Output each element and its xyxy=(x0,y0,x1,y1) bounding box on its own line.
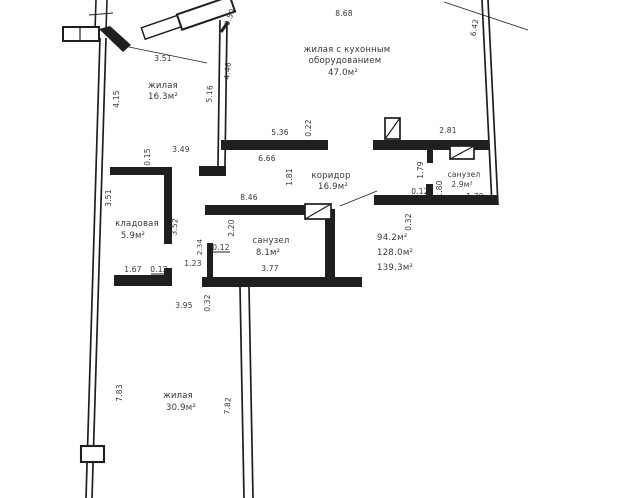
dimension-label: 0.32 xyxy=(203,294,212,312)
room-label-living1: жилая xyxy=(148,81,178,91)
top-left-stub-outer-line xyxy=(95,0,96,30)
corridor-top-wall-left xyxy=(221,140,328,150)
dimension-label: 1.67 xyxy=(124,265,142,274)
dimension-label: 1.79 xyxy=(466,192,484,201)
dimension-label: 0.32 xyxy=(404,213,413,231)
dimension-label: 8.68 xyxy=(335,9,353,18)
dimension-label: 3.77 xyxy=(261,264,279,273)
total-area: 128.0м² xyxy=(377,248,414,258)
right-wall-inner-line xyxy=(488,0,498,205)
wall-tick xyxy=(89,13,113,15)
bath-large-top-wall xyxy=(205,205,307,215)
room-label-storage: кладовая xyxy=(115,219,159,229)
room-area-corridor: 16.9м² xyxy=(318,182,348,192)
wall-foot xyxy=(199,166,226,176)
dimension-label: 0.50 xyxy=(222,7,237,27)
exterior-walls xyxy=(86,0,528,498)
dimension-label: 3.51 xyxy=(104,189,113,207)
dimension-label: 0.15 xyxy=(143,148,152,166)
dimension-label: 6.42 xyxy=(468,18,481,37)
dimension-label: 4.15 xyxy=(112,90,121,108)
left-wall-outer-line xyxy=(86,38,100,498)
left-wall-inner-line xyxy=(92,38,106,498)
room-divider-wall-outer xyxy=(218,20,220,166)
dimension-label: 0.12 xyxy=(411,187,429,196)
dimension-label: 3.51 xyxy=(154,54,172,63)
room-label-living2: жилая xyxy=(163,391,193,401)
bath-large-bottom-wall xyxy=(202,277,362,287)
storage-bottom-wall xyxy=(114,275,172,286)
leader-line-door xyxy=(340,191,377,206)
total-overall-area: 139.3м² xyxy=(377,263,414,273)
dimension-label: 1.80 xyxy=(435,180,444,198)
window-icon-top-left xyxy=(63,27,99,41)
room-label-bath-large: санузел xyxy=(252,236,290,246)
dimension-label: 5.36 xyxy=(271,128,289,137)
dimension-label: 7.82 xyxy=(222,396,233,415)
room-area-storage: 5.9м² xyxy=(120,231,146,241)
room-area-bath-large: 8.1м² xyxy=(255,248,281,258)
top-left-corner-wall xyxy=(99,26,131,52)
room-label-kitchen-line1: жилая с кухонным xyxy=(303,45,391,55)
right-wall-outer-line xyxy=(482,0,492,205)
room-area-living1: 16.3м² xyxy=(148,92,178,102)
dimension-label: 0.12 xyxy=(150,265,168,274)
room-label-kitchen-line2: оборудованием xyxy=(308,56,382,66)
leader-line-top-right xyxy=(444,2,528,30)
storage-top-wall xyxy=(110,167,172,175)
area-totals xyxy=(377,233,413,273)
top-left-stub-inner-line xyxy=(106,0,107,30)
dimension-label: 6.66 xyxy=(258,154,276,163)
dimension-label: 0.22 xyxy=(304,119,313,137)
dimension-label: 2.34 xyxy=(196,239,204,255)
dimension-label: 2.20 xyxy=(227,219,236,237)
total-living-area: 94.2м² xyxy=(377,233,408,243)
dimension-label: 4.46 xyxy=(222,61,233,80)
dimension-label: 1.23 xyxy=(184,259,202,268)
room-area-bath-small: 2.9м² xyxy=(451,180,473,189)
dimension-label: 0.12 xyxy=(212,243,230,252)
dimension-label: 5.16 xyxy=(204,84,215,103)
bottom-room-wall-outer xyxy=(240,287,244,498)
dimension-label: 3.52 xyxy=(169,217,180,236)
dimension-label: 7.83 xyxy=(115,384,124,402)
dimension-label: 8.46 xyxy=(240,193,258,202)
bottom-room-wall-inner xyxy=(249,287,253,498)
room-label-corridor: коридор xyxy=(311,171,351,181)
dimension-label: 3.49 xyxy=(172,145,190,154)
dimension-label: 3.95 xyxy=(175,301,193,310)
bath-small-wall-stub xyxy=(427,150,433,163)
dimension-label: 1.81 xyxy=(285,168,294,186)
window-icon-bottom-left xyxy=(81,446,104,462)
room-area-kitchen: 47.0м² xyxy=(328,68,358,78)
dimension-label: 2.81 xyxy=(439,126,457,135)
dimension-label: 1.79 xyxy=(416,161,425,179)
room-area-living2: 30.9м² xyxy=(166,403,196,413)
room-label-bath-small: санузел xyxy=(447,170,481,179)
